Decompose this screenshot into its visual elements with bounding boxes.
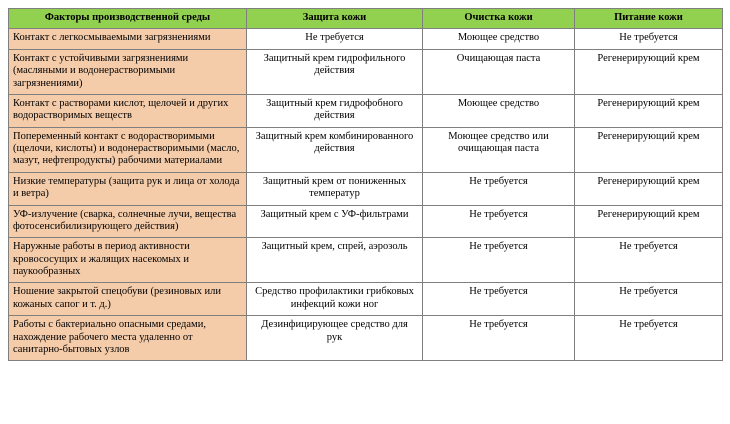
- cell-cleaning: Моющее средство: [423, 29, 575, 49]
- column-header-cleaning: Очистка кожи: [423, 9, 575, 29]
- cell-protection: Защитный крем с УФ-фильтрами: [247, 205, 423, 238]
- cell-protection: Защитный крем гидрофильного действия: [247, 49, 423, 94]
- cell-factor: Контакт с растворами кислот, щелочей и других водорастворимых веществ: [9, 94, 247, 127]
- cell-nutrition: Регенерирующий крем: [575, 94, 723, 127]
- table-row: [9, 94, 723, 127]
- cell-factor: Работы с бактериально опасными средами, нахождение рабочего места удаленно от санитарно-бытовых узлов: [9, 316, 247, 361]
- cell-protection: Дезинфицирующее средство для рук: [247, 316, 423, 361]
- cell-protection: Защитный крем комбинированного действия: [247, 127, 423, 172]
- cell-nutrition: Регенерирующий крем: [575, 49, 723, 94]
- table-row: [9, 238, 723, 283]
- cell-nutrition: Не требуется: [575, 316, 723, 361]
- cell-cleaning: Моющее средство: [423, 94, 575, 127]
- cell-cleaning: Не требуется: [423, 205, 575, 238]
- cell-nutrition: Не требуется: [575, 29, 723, 49]
- cell-factor: Контакт с легкосмываемыми загрязнениями: [9, 29, 247, 49]
- cell-cleaning: Не требуется: [423, 316, 575, 361]
- cell-factor: Наружные работы в период активности кровососущих и жалящих насекомых и паукообразных: [9, 238, 247, 283]
- column-header-protection: Защита кожи: [247, 9, 423, 29]
- cell-cleaning: Моющее средство или очищающая паста: [423, 127, 575, 172]
- skin-protection-table: [8, 8, 723, 361]
- table-row: [9, 283, 723, 316]
- cell-factor: Ношение закрытой спецобуви (резиновых или кожаных сапог и т. д.): [9, 283, 247, 316]
- cell-protection: Защитный крем от пониженных температур: [247, 172, 423, 205]
- column-header-nutrition: Питание кожи: [575, 9, 723, 29]
- cell-cleaning: Очищающая паста: [423, 49, 575, 94]
- cell-factor: Контакт с устойчивыми загрязнениями (масляными и водонерастворимыми загрязнениями): [9, 49, 247, 94]
- table-row: [9, 316, 723, 361]
- cell-protection: Защитный крем гидрофобного действия: [247, 94, 423, 127]
- table-row: [9, 49, 723, 94]
- table-row: [9, 29, 723, 49]
- table-header: [9, 9, 723, 29]
- table-row: [9, 127, 723, 172]
- cell-nutrition: Регенерирующий крем: [575, 172, 723, 205]
- table-row: [9, 172, 723, 205]
- cell-protection: Не требуется: [247, 29, 423, 49]
- cell-cleaning: Не требуется: [423, 283, 575, 316]
- cell-factor: Низкие температуры (защита рук и лица от холода и ветра): [9, 172, 247, 205]
- cell-nutrition: Не требуется: [575, 238, 723, 283]
- table-header-row: [9, 9, 723, 29]
- table-row: [9, 205, 723, 238]
- cell-factor: Попеременный контакт с водорастворимыми (щелочи, кислоты) и водонерастворимыми (масло, мазут, нефтепродукты) рабочими материалами: [9, 127, 247, 172]
- cell-nutrition: Не требуется: [575, 283, 723, 316]
- column-header-factors: Факторы производственной среды: [9, 9, 247, 29]
- cell-protection: Защитный крем, спрей, аэрозоль: [247, 238, 423, 283]
- cell-nutrition: Регенерирующий крем: [575, 205, 723, 238]
- cell-nutrition: Регенерирующий крем: [575, 127, 723, 172]
- cell-factor: УФ-излучение (сварка, солнечные лучи, вещества фотосенсибилизирующего действия): [9, 205, 247, 238]
- cell-protection: Средство профилактики грибковых инфекций кожи ног: [247, 283, 423, 316]
- cell-cleaning: Не требуется: [423, 238, 575, 283]
- cell-cleaning: Не требуется: [423, 172, 575, 205]
- table-body: [9, 29, 723, 361]
